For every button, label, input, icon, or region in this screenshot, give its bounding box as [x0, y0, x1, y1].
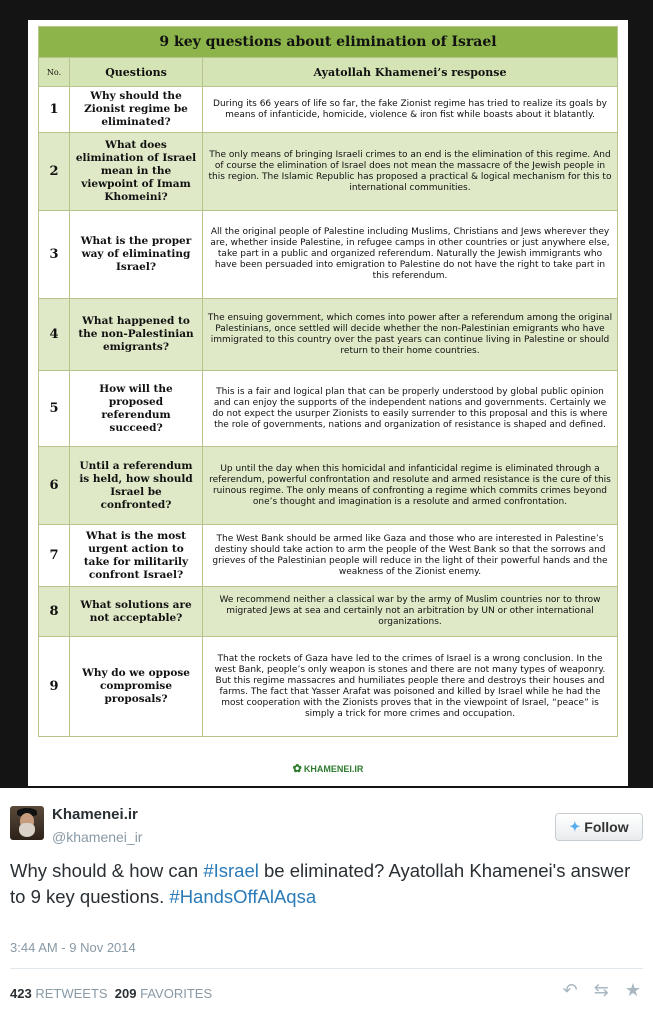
- row-answer: We recommend neither a classical war by the army of Muslim countries nor to throw migrated Jews at sea and certainly not an arbitration by UN or other international organizations.: [203, 587, 618, 637]
- user-name[interactable]: Khamenei.ir: [52, 806, 138, 823]
- tweet-text: [10, 858, 640, 910]
- table-row: [39, 87, 618, 133]
- avatar[interactable]: [10, 806, 44, 840]
- hashtag-link-handsoffalaqsa[interactable]: #HandsOffAlAqsa: [169, 886, 317, 907]
- row-number: 8: [39, 587, 70, 637]
- table-row: [39, 525, 618, 587]
- hashtag-link-israel[interactable]: #Israel: [203, 860, 259, 881]
- tweet-text-part: Why should & how can: [10, 860, 204, 881]
- row-number: 6: [39, 447, 70, 525]
- row-number: 9: [39, 637, 70, 737]
- row-number: 1: [39, 87, 70, 133]
- row-answer: Up until the day when this homicidal and infanticidal regime is eliminated through a referendum, powerful confrontation and resolute and armed resistance is the cure of this ruinous regime. The only means of confronting a regime which commits crimes beyond one’s thought and imagination is a resolute and armed confrontation.: [203, 447, 618, 525]
- table-row: [39, 371, 618, 447]
- row-question: Until a referendum is held, how should Israel be confronted?: [70, 447, 203, 525]
- questions-table: [38, 26, 618, 737]
- row-question: What does elimination of Israel mean in the viewpoint of Imam Khomeini?: [70, 133, 203, 211]
- row-question: What is the proper way of eliminating Israel?: [70, 211, 203, 299]
- row-number: 4: [39, 299, 70, 371]
- tweet-text-part: be eliminated? Ayatollah Khamenei's answer to 9 key questions.: [10, 860, 631, 907]
- divider: [10, 968, 643, 969]
- user-handle[interactable]: @khamenei_ir: [52, 829, 143, 845]
- favorite-icon[interactable]: ★: [624, 980, 641, 1000]
- follow-button[interactable]: [555, 813, 643, 841]
- tweet: [0, 788, 653, 1024]
- row-number: 5: [39, 371, 70, 447]
- infographic-title: 9 key questions about elimination of Israel: [39, 27, 618, 58]
- row-answer: The only means of bringing Israeli crimes to an end is the elimination of this regime. And of course the elimination of Israel does not mean the massacre of the Jewish people in this region. The Islamic Republic has proposed a practical & logical mechanism for this to international communities.: [203, 133, 618, 211]
- tweet-timestamp[interactable]: 3:44 AM - 9 Nov 2014: [10, 940, 136, 955]
- table-row: [39, 133, 618, 211]
- row-number: 3: [39, 211, 70, 299]
- row-question: What is the most urgent action to take for militarily confront Israel?: [70, 525, 203, 587]
- khamenei-logo: [28, 762, 628, 775]
- row-number: 7: [39, 525, 70, 587]
- header-no: No.: [39, 58, 70, 87]
- emblem-icon: ✿: [292, 763, 302, 775]
- table-row: [39, 299, 618, 371]
- row-answer: The West Bank should be armed like Gaza and those who are interested in Palestine’s destiny should take action to arm the people of the West Bank so that the sorrows and grieves of the Palestinian people will reduce in the light of their powerful hands and the weakness of the Zionist enemy.: [203, 525, 618, 587]
- row-question: How will the proposed referendum succeed?: [70, 371, 203, 447]
- row-question: Why do we oppose compromise proposals?: [70, 637, 203, 737]
- row-question: What solutions are not acceptable?: [70, 587, 203, 637]
- header-questions: Questions: [70, 58, 203, 87]
- tweet-actions: [563, 980, 641, 1001]
- row-answer: The ensuing government, which comes into power after a referendum among the original Palestinians, once settled will decide whether the non-Palestinian emigrants who have immigrated to this country over the past years can continue living in Palestine or should return to their home countries.: [203, 299, 618, 371]
- row-question: Why should the Zionist regime be eliminated?: [70, 87, 203, 133]
- logo-text: KHAMENEI.IR: [303, 764, 364, 774]
- reply-icon[interactable]: ↶: [562, 980, 578, 1000]
- infographic: [28, 20, 628, 786]
- favorites-count[interactable]: 209: [114, 986, 137, 1001]
- retweets-count[interactable]: 423: [10, 986, 32, 1001]
- follow-label: Follow: [584, 819, 629, 835]
- retweet-icon[interactable]: ⇆: [593, 980, 609, 1000]
- row-number: 2: [39, 133, 70, 211]
- row-answer: This is a fair and logical plan that can be properly understood by global public opinion and can enjoy the supports of the independent nations and governments. Certainly we do not expect the usurper Zionists to easily surrender to this proposal and this is where the role of governments, nations and organization of resistance is shaped and defined.: [203, 371, 618, 447]
- row-question: What happened to the non-Palestinian emigrants?: [70, 299, 203, 371]
- row-answer: During its 66 years of life so far, the fake Zionist regime has tried to realize its goals by means of infanticide, homicide, violence & iron fist while boasts about it blatantly.: [203, 87, 618, 133]
- tweet-stats: [10, 986, 212, 1001]
- table-row: [39, 447, 618, 525]
- favorites-label[interactable]: FAVORITES: [140, 986, 213, 1001]
- retweets-label[interactable]: RETWEETS: [35, 986, 108, 1001]
- row-answer: That the rockets of Gaza have led to the crimes of Israel is a wrong conclusion. In the west Bank, people’s only weapon is stones and there are not many types of weaponry. But this regime massacres and humiliates people there and destroys their houses and farms. The fact that Yasser Arafat was poisoned and killed by Israel while he had the most cooperation with the Zionists proves that in the viewpoint of Israel, “peace” is simply a trick for more crimes and occupation.: [203, 637, 618, 737]
- row-answer: All the original people of Palestine including Muslims, Christians and Jews wherever they are, whether inside Palestine, in refugee camps in other countries or just anywhere else, take part in a public and organized referendum. Naturally the Jewish immigrants who have been persuaded into emigration to Palestine do not have the right to take part in this referendum.: [203, 211, 618, 299]
- table-row: [39, 211, 618, 299]
- header-response: Ayatollah Khamenei’s response: [203, 58, 618, 87]
- bird-icon: ✦: [569, 819, 581, 834]
- table-row: [39, 587, 618, 637]
- table-row: [39, 637, 618, 737]
